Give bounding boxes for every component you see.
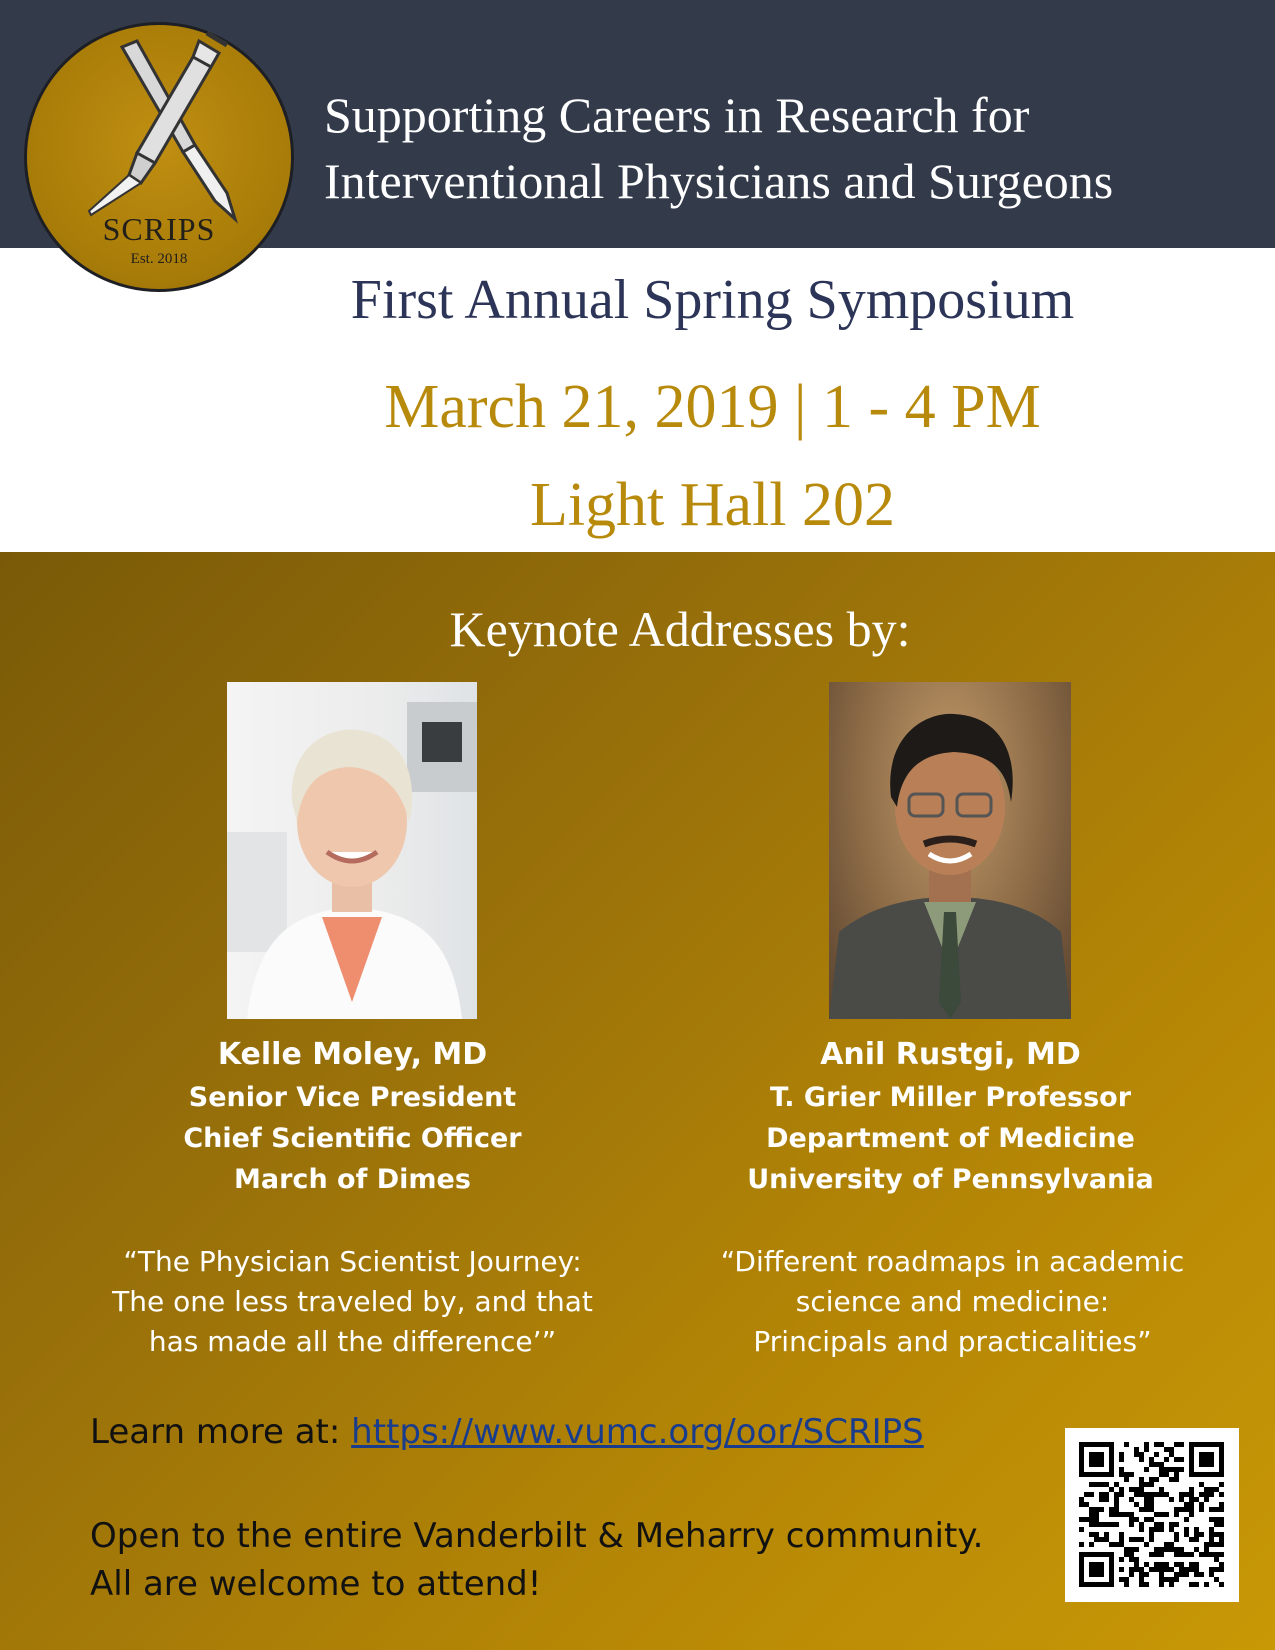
learn-more-line [90,1412,924,1452]
event-location: Light Hall 202 [529,471,896,539]
talk-title-moley [100,1242,605,1362]
header-title-line2: Interventional Physicians and Surgeons [324,153,1114,209]
talk-line: “Different roadmaps in academic [720,1245,1185,1278]
speaker-name: Kelle Moley, MD [217,1037,488,1072]
speaker-affiliation: March of Dimes [234,1164,471,1195]
speaker-department: Department of Medicine [766,1123,1135,1154]
speaker-photo-moley [227,682,477,1019]
header-title-line1: Supporting Careers in Research for [324,87,1030,143]
qr-code[interactable] [1065,1428,1239,1602]
speaker-card-moley [150,1033,555,1200]
speaker-title: Senior Vice President [188,1082,517,1113]
talk-title-rustgi [700,1242,1205,1362]
speaker-title: T. Grier Miller Professor [769,1082,1132,1113]
event-date-time: March 21, 2019 | 1 - 4 PM [384,373,1041,441]
speaker-name: Anil Rustgi, MD [820,1037,1081,1072]
qr-code-icon [1065,1428,1239,1602]
open-invitation [90,1512,983,1608]
speaker-card-rustgi [728,1033,1173,1200]
scrips-website-link[interactable]: https://www.vumc.org/oor/SCRIPS [351,1412,924,1452]
talk-line: “The Physician Scientist Journey: [123,1245,582,1278]
open-invitation-line1: Open to the entire Vanderbilt & Meharry community. [90,1516,984,1556]
logo-name: SCRIPS [102,211,216,247]
speaker-title: Chief Scientific Officer [183,1123,522,1154]
symposium-title: First Annual Spring Symposium [350,269,1075,331]
speaker-photo-rustgi [829,682,1071,1019]
talk-line: Principals and practicalities” [753,1325,1152,1358]
header-title [324,82,1264,214]
speaker-affiliation: University of Pennsylvania [747,1164,1154,1195]
talk-line: science and medicine: [795,1285,1110,1318]
keynote-heading: Keynote Addresses by: [449,601,911,657]
logo-established: Est. 2018 [130,251,188,267]
crossed-tools-icon [27,25,291,289]
talk-line: has made all the difference’” [148,1325,557,1358]
talk-line: The one less traveled by, and that [112,1285,593,1318]
scalpel-icon [122,41,235,219]
scrips-logo [24,22,294,292]
learn-more-label: Learn more at: [90,1412,352,1452]
open-invitation-line2: All are welcome to attend! [90,1564,542,1604]
